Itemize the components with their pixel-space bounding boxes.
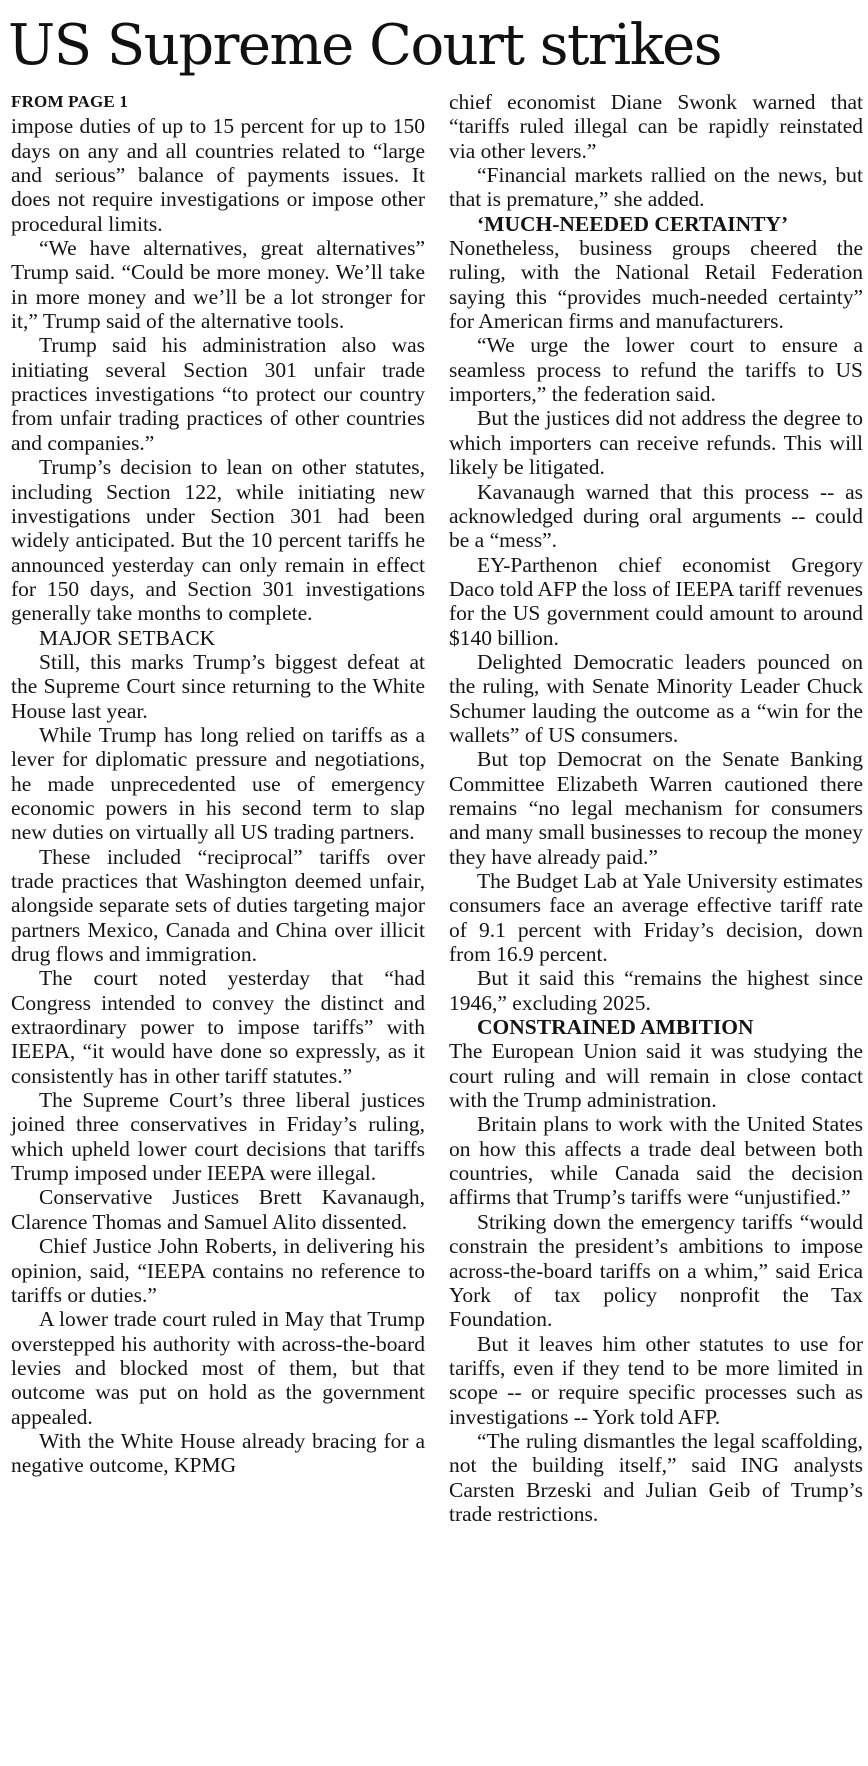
body-paragraph: While Trump has long relied on tariffs as a lever for diplomatic pressure and negotiations, he made unprecedented use of emergency economic powers in his second term to slap new duties on virtually all US trading partners. <box>11 722 425 845</box>
body-paragraph: Kavanaugh warned that this process -- as acknowledged during oral arguments -- could be a “mess”. <box>449 479 863 553</box>
body-paragraph: The Supreme Court’s three liberal justices joined three conservatives in Friday’s ruling, which upheld lower court decisions that tariffs Trump imposed under IEEPA were illegal. <box>11 1088 425 1186</box>
body-paragraph: A lower trade court ruled in May that Trump overstepped his authority with across-the-board levies and blocked most of them, but that outcome was put on hold as the government appealed. <box>11 1307 425 1429</box>
body-paragraph: Striking down the emergency tariffs “would constrain the president’s ambitions to impose across-the-board tariffs on a whim,” said Erica York of tax policy nonprofit the Tax Foundation. <box>449 1209 863 1332</box>
section-subheading: ‘MUCH-NEEDED CERTAINTY’ <box>477 211 789 236</box>
body-paragraph: “Financial markets rallied on the news, but that is premature,” she added. <box>449 163 863 212</box>
body-paragraph: “We have alternatives, great alternatives” Trump said. “Could be more money. We’ll take in more money and we’ll be a lot stronger for it,” Trump said of the alternative tools. <box>11 236 425 334</box>
body-paragraph: Nonetheless, business groups cheered the ruling, with the National Retail Federation saying this “provides much-needed certainty” for American firms and manufacturers. <box>449 236 863 334</box>
body-paragraph: These included “reciprocal” tariffs over trade practices that Washington deemed unfair, alongside separate sets of duties targeting major partners Mexico, Canada and China over illicit drug flows and immigration. <box>11 844 425 967</box>
body-paragraph: Britain plans to work with the United States on how this affects a trade deal between both countries, while Canada said the decision affirms that Trump’s tariffs were “unjustified.” <box>449 1112 863 1210</box>
body-paragraph: Delighted Democratic leaders pounced on the ruling, with Senate Minority Leader Chuck Schumer lauding the outcome as a “win for the wallets” of US consumers. <box>449 649 863 747</box>
body-paragraph: “We urge the lower court to ensure a seamless process to refund the tariffs to US importers,” the federation said. <box>449 333 863 407</box>
headline: US Supreme Court strikes <box>8 13 722 78</box>
body-paragraph: EY-Parthenon chief economist Gregory Daco told AFP the loss of IEEPA tariff revenues for the US government could amount to around $140 billion. <box>449 552 863 650</box>
body-paragraph: Still, this marks Trump’s biggest defeat at the Supreme Court since returning to the White House last year. <box>11 649 425 723</box>
body-paragraph: Trump said his administration also was initiating several Section 301 unfair trade practices investigations “to protect our country from unfair trading practices of other countries and companies.” <box>11 333 425 455</box>
body-paragraph: Conservative Justices Brett Kavanaugh, Clarence Thomas and Samuel Alito dissented. <box>11 1185 425 1234</box>
article-column-right <box>449 90 863 1526</box>
left-column-body <box>11 114 425 1477</box>
right-column-body <box>449 90 863 1526</box>
body-paragraph: But it said this “remains the highest since 1946,” excluding 2025. <box>449 966 863 1015</box>
article-column-left <box>11 90 425 1478</box>
body-paragraph: With the White House already bracing for a negative outcome, KPMG <box>11 1428 425 1478</box>
body-paragraph: impose duties of up to 15 percent for up to 150 days on any and all countries related to “large and serious” balance of payments issues. It does not require investigations or impose other procedural limits. <box>11 114 425 236</box>
body-paragraph: But top Democrat on the Senate Banking Committee Elizabeth Warren cautioned there remains “no legal mechanism for consumers and many small businesses to recoup the money they have already paid.” <box>449 747 863 869</box>
body-paragraph: “The ruling dismantles the legal scaffolding, not the building itself,” said ING analysts Carsten Brzeski and Julian Geib of Trump’s trade restrictions. <box>449 1428 863 1526</box>
body-paragraph: But it leaves him other statutes to use for tariffs, even if they tend to be more limited in scope -- or require specific processes such as investigations -- York told AFP. <box>449 1331 863 1429</box>
body-paragraph: But the justices did not address the degree to which importers can receive refunds. This will likely be litigated. <box>449 406 863 480</box>
continued-from-kicker: FROM PAGE 1 <box>11 92 129 111</box>
body-paragraph: The court noted yesterday that “had Congress intended to convey the distinct and extraordinary power to impose tariffs” with IEEPA, “it would have done so expressly, as it consistently has in other tariff statutes.” <box>11 966 425 1088</box>
body-paragraph: Trump’s decision to lean on other statutes, including Section 122, while initiating new investigations under Section 301 had been widely anticipated. But the 10 percent tariffs he announced yesterday can only remain in effect for 150 days, and Section 301 investigations generally take months to complete. <box>11 455 425 626</box>
body-paragraph: Chief Justice John Roberts, in delivering his opinion, said, “IEEPA contains no reference to tariffs or duties.” <box>11 1234 425 1307</box>
body-paragraph: chief economist Diane Swonk warned that “tariffs ruled illegal can be rapidly reinstated via other levers.” <box>449 90 863 163</box>
body-paragraph: The Budget Lab at Yale University estimates consumers face an average effective tariff rate of 9.1 percent with Friday’s decision, down from 16.9 percent. <box>449 869 863 967</box>
section-subheading: CONSTRAINED AMBITION <box>477 1015 754 1040</box>
section-subheading: MAJOR SETBACK <box>39 625 216 650</box>
body-paragraph: The European Union said it was studying the court ruling and will remain in close contact with the Trump administration. <box>449 1039 863 1113</box>
